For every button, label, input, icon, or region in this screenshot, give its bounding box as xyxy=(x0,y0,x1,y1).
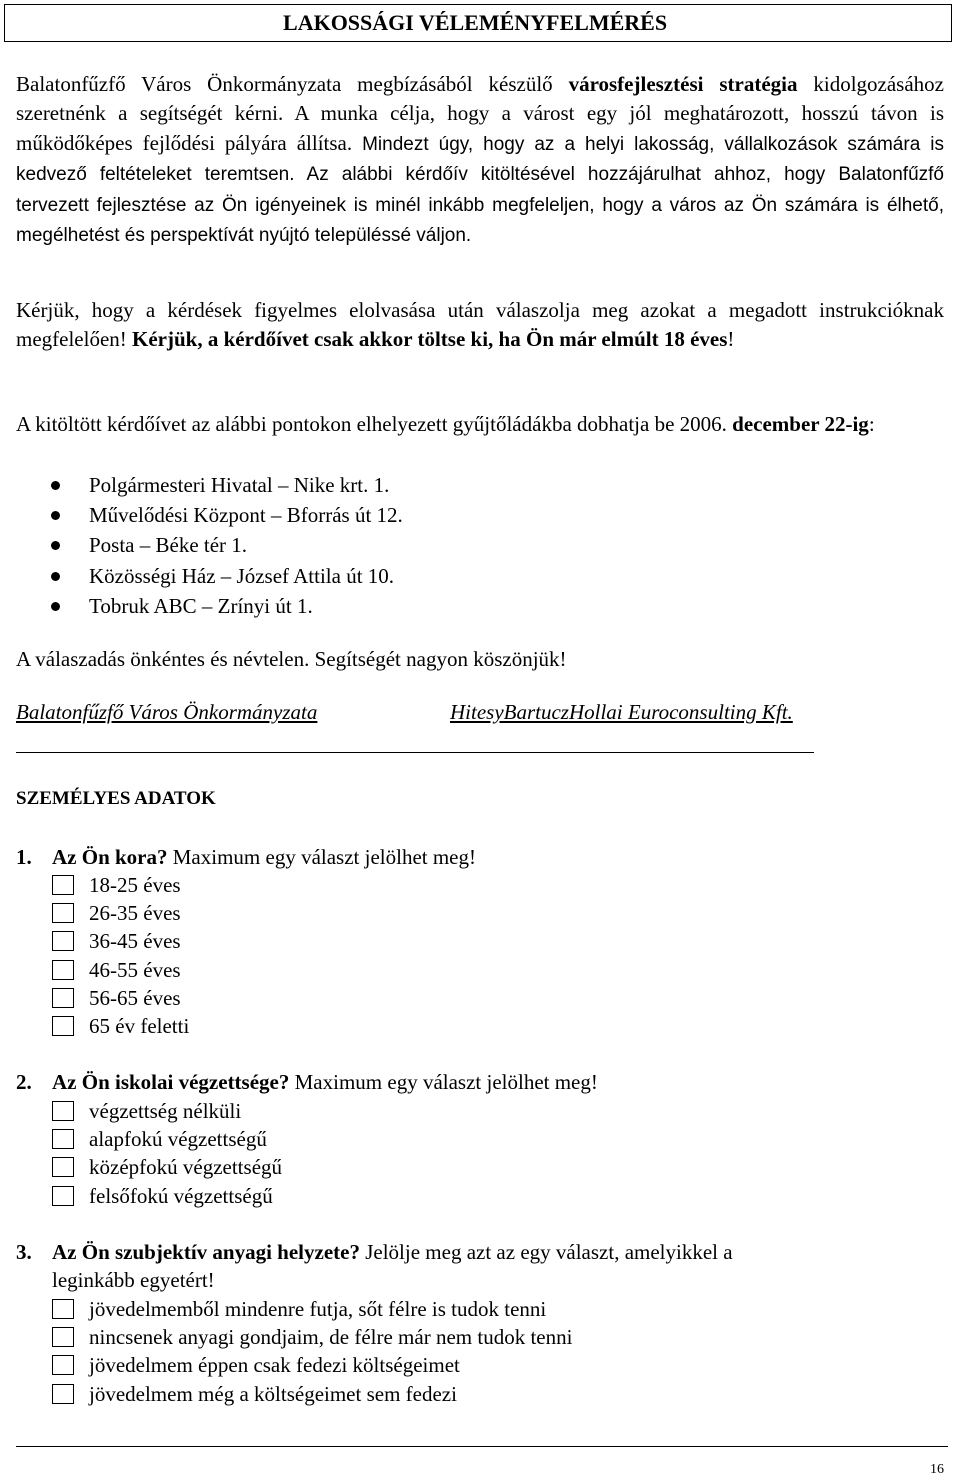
intro-p2-end: ! xyxy=(727,327,735,352)
question-3-options xyxy=(52,1295,572,1408)
question-instruction-cont: leginkább egyetért! xyxy=(52,1268,215,1293)
checkbox[interactable] xyxy=(52,1186,74,1206)
signature-left: Balatonfűzfő Város Önkormányzata xyxy=(16,700,318,724)
option-label: alapfokú végzettségű xyxy=(89,1127,267,1152)
list-item xyxy=(48,530,403,560)
option-label: 18-25 éves xyxy=(89,873,181,897)
intro-p1-text-a: Balatonfűzfő Város Önkormányzata megbízásából készülő xyxy=(16,72,569,96)
option-label: jövedelmemből mindenre futja, sőt félre is tudok tenni xyxy=(89,1297,547,1321)
intro-p3-end: : xyxy=(868,412,875,436)
option-label: nincsenek anyagi gondjaim, de félre már nem tudok tenni xyxy=(89,1325,573,1350)
intro-p2-bold: Kérjük, a kérdőívet csak akkor töltse ki, ha Ön már elmúlt 18 éves xyxy=(132,327,728,352)
list-item xyxy=(48,591,403,621)
page-title xyxy=(4,4,952,42)
list-item[interactable] xyxy=(52,1295,572,1323)
option-label: 56-65 éves xyxy=(89,985,181,1010)
question-1 xyxy=(16,843,936,871)
checkbox[interactable] xyxy=(52,1129,74,1149)
checkbox[interactable] xyxy=(52,1157,74,1177)
question-number: 2. xyxy=(16,1070,32,1094)
location-text: Posta – Béke tér 1. xyxy=(89,533,248,558)
bullet-dot-icon xyxy=(51,602,60,611)
list-item[interactable] xyxy=(52,1380,572,1408)
checkbox[interactable] xyxy=(52,903,74,923)
list-item[interactable] xyxy=(52,1012,189,1040)
question-3 xyxy=(16,1238,936,1294)
question-bold: Az Ön iskolai végzettsége? xyxy=(52,1070,290,1094)
option-label: 46-55 éves xyxy=(89,957,181,982)
section-title xyxy=(16,788,216,810)
list-item[interactable] xyxy=(52,927,189,955)
question-2-options xyxy=(52,1097,282,1210)
list-item xyxy=(48,500,403,530)
option-label: jövedelmem éppen csak fedezi költségeimet xyxy=(89,1353,460,1378)
list-item[interactable] xyxy=(52,1182,282,1210)
checkbox[interactable] xyxy=(52,1327,74,1347)
location-text: Tobruk ABC – Zrínyi út 1. xyxy=(89,593,313,618)
intro-p3-bold: december 22-ig xyxy=(732,412,869,436)
divider xyxy=(16,752,814,753)
intro-p3-text: A kitöltött kérdőívet az alábbi pontokon elhelyezett gyűjtőládákba dobhatja be 2006. xyxy=(16,412,733,436)
footer-divider xyxy=(16,1446,948,1447)
location-text: Művelődési Központ – Bforrás út 12. xyxy=(89,503,403,528)
checkbox[interactable] xyxy=(52,1016,74,1036)
title-rest: AKOSSÁGI VÉLEMÉNYFELMÉRÉS xyxy=(297,10,668,35)
checkbox[interactable] xyxy=(52,1299,74,1319)
checkbox[interactable] xyxy=(52,960,74,980)
bullet-dot-icon xyxy=(51,481,60,490)
question-2 xyxy=(16,1068,936,1096)
intro-p1-bold: városfejlesztési stratégia xyxy=(568,72,798,96)
option-label: felsőfokú végzettségű xyxy=(89,1183,273,1208)
section-title-rest: ZEMÉLYES ADATOK xyxy=(26,788,216,809)
page-number: 16 xyxy=(930,1462,944,1477)
title-first-letter: L xyxy=(283,10,298,35)
checkbox[interactable] xyxy=(52,1355,74,1375)
checkbox[interactable] xyxy=(52,875,74,895)
checkbox[interactable] xyxy=(52,1101,74,1121)
intro-p1-sans: Mindezt úgy, hogy az a helyi lakosság, vállalkozások számára is kedvező feltételeket teremtsen. Az alábbi kérdőív kitöltésével hozzájárulhat ahhoz, hogy Balatonfűzfő tervezett fejlesztése az Ön igényeinek is minél inkább megfeleljen, hogy a város az Ön számára is élhető, megélhetést és perspektívát nyújtó településsé váljon. xyxy=(16,133,944,247)
list-item[interactable] xyxy=(52,1153,282,1181)
checkbox[interactable] xyxy=(52,931,74,951)
question-number: 3. xyxy=(16,1240,32,1264)
bullet-dot-icon xyxy=(51,541,60,550)
list-item[interactable] xyxy=(52,1125,282,1153)
list-item[interactable] xyxy=(52,1097,282,1125)
intro-paragraph-2 xyxy=(16,296,944,355)
list-item[interactable] xyxy=(52,1351,572,1379)
bullet-dot-icon xyxy=(51,572,60,581)
list-item xyxy=(48,561,403,591)
option-label: középfokú végzettségű xyxy=(89,1155,283,1180)
location-text: Polgármesteri Hivatal – Nike krt. 1. xyxy=(89,473,390,497)
option-label: végzettség nélküli xyxy=(89,1099,242,1123)
question-1-options xyxy=(52,871,189,1040)
intro-p2-text: Kérjük, hogy a kérdések figyelmes elolvasása után válaszolja meg azokat a megadott instrukcióknak megfelelően! xyxy=(16,298,944,352)
intro-paragraph-3 xyxy=(16,410,944,439)
section-title-first: S xyxy=(16,788,27,809)
signature-right: HitesyBartuczHollai Euroconsulting Kft. xyxy=(450,700,793,724)
location-text: Közösségi Ház – József Attila út 10. xyxy=(89,563,395,588)
location-list xyxy=(48,470,403,621)
checkbox[interactable] xyxy=(52,1384,74,1404)
list-item[interactable] xyxy=(52,1323,572,1351)
list-item xyxy=(48,470,403,500)
question-instruction: Jelölje meg azt az egy választ, amelyikkel a xyxy=(359,1240,733,1264)
checkbox[interactable] xyxy=(52,988,74,1008)
closing-text: A válaszadás önkéntes és névtelen. Segítségét nagyon köszönjük! xyxy=(16,647,567,671)
question-instruction: Maximum egy választ jelölhet meg! xyxy=(167,845,476,869)
bullet-dot-icon xyxy=(51,511,60,520)
list-item[interactable] xyxy=(52,899,189,927)
question-bold: Az Ön kora? xyxy=(52,845,168,869)
option-label: 26-35 éves xyxy=(89,901,181,926)
question-number: 1. xyxy=(16,845,32,869)
option-label: 36-45 éves xyxy=(89,929,181,954)
option-label: 65 év feletti xyxy=(89,1013,190,1038)
intro-paragraph-1 xyxy=(16,70,944,250)
intro-p1-text-b: kidolgozásához szeretnénk a segítségét kérni. A munka célja, hogy a várost egy jól meghatározott, hosszú távon is működőképes fejlődési pályára állítsa. xyxy=(16,72,944,155)
question-instruction: Maximum egy választ jelölhet meg! xyxy=(289,1070,598,1094)
list-item[interactable] xyxy=(52,956,189,984)
question-bold: Az Ön szubjektív anyagi helyzete? xyxy=(52,1240,360,1264)
list-item[interactable] xyxy=(52,984,189,1012)
option-label: jövedelmem még a költségeimet sem fedezi xyxy=(89,1381,457,1406)
list-item[interactable] xyxy=(52,871,189,899)
